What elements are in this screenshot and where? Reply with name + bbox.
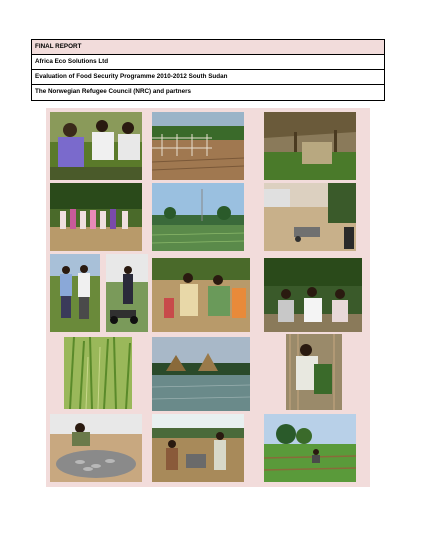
photo-group-meeting <box>50 112 142 180</box>
evaluation-title: Evaluation of Food Security Programme 2010-2012 South Sudan <box>32 70 384 85</box>
photo-wheelbarrow-path <box>264 183 356 251</box>
photo-fenced-field <box>152 112 244 180</box>
photo-men-under-tree <box>264 258 362 332</box>
client-name: The Norwegian Refugee Council (NRC) and partners <box>35 88 192 95</box>
photo-men-building <box>152 414 244 482</box>
photo-collage <box>46 108 370 487</box>
organization-name: Africa Eco Solutions Ltd <box>32 55 384 70</box>
photo-dried-fish <box>50 414 142 482</box>
report-header-table <box>31 39 385 101</box>
report-title: FINAL REPORT <box>32 40 384 55</box>
photo-women-seated <box>152 258 250 332</box>
photo-community-gathering <box>50 183 142 251</box>
photo-vegetable-garden <box>264 414 356 482</box>
photo-man-with-crops <box>286 334 342 410</box>
photo-thatched-hut <box>264 112 356 180</box>
photo-man-with-motorbike <box>106 254 148 332</box>
photo-rice-field <box>152 183 244 251</box>
photo-flooded-village <box>152 337 250 411</box>
photo-rice-plants <box>64 337 132 409</box>
photo-two-men <box>50 254 100 332</box>
